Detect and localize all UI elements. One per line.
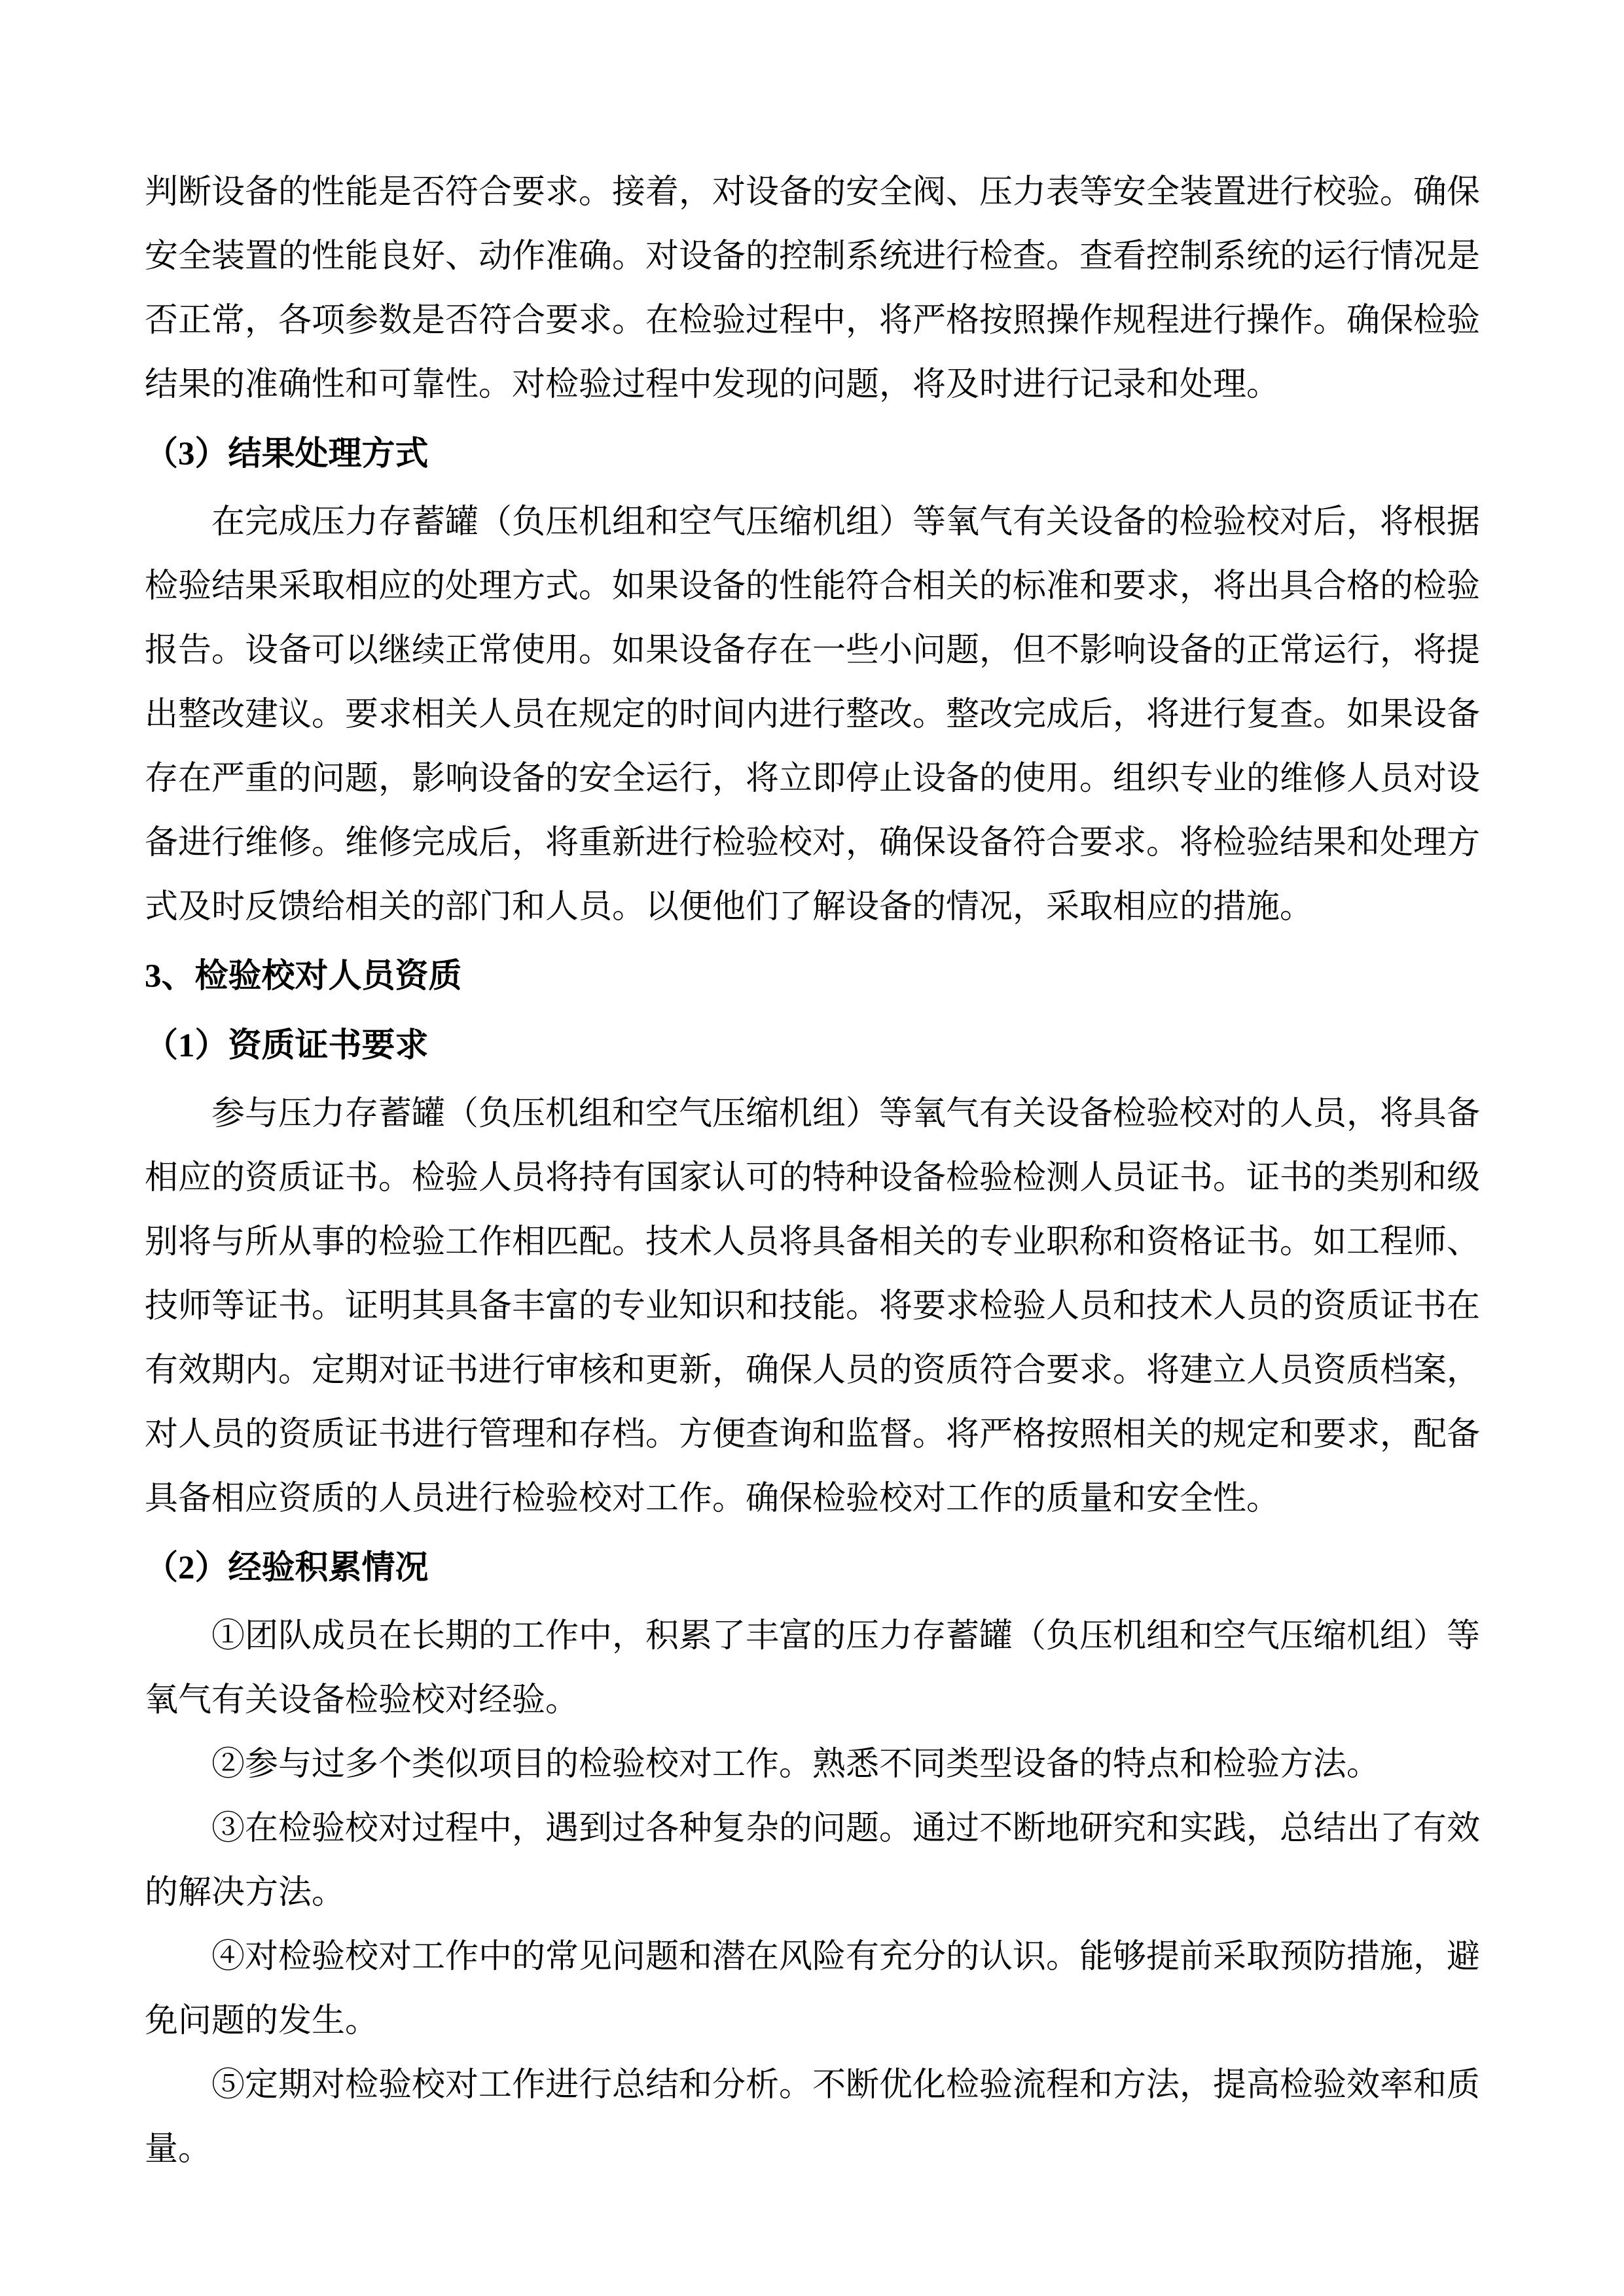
heading-result-handling: （3）结果处理方式 [145, 436, 429, 473]
heading-experience-accumulation: （2）经验积累情况 [145, 1550, 429, 1587]
heading-personnel-qualification: 3、检验校对人员资质 [145, 958, 462, 995]
list-item-experience-4: ④对检验校对工作中的常见问题和潜在风险有充分的认识。能够提前采取预防措施，避免问题的发生。 [145, 1939, 1481, 2039]
list-item-experience-5: ⑤定期对检验校对工作进行总结和分析。不断优化检验流程和方法，提高检验效率和质量。 [145, 2067, 1481, 2168]
list-item-experience-3: ③在检验校对过程中，遇到过各种复杂的问题。通过不断地研究和实践，总结出了有效的解决方法。 [145, 1810, 1481, 1911]
list-item-experience-1: ①团队成员在长期的工作中，积累了丰富的压力存蓄罐（负压机组和空气压缩机组）等氧气有关设备检验校对经验。 [145, 1618, 1481, 1719]
heading-certificate-requirements: （1）资质证书要求 [145, 1028, 429, 1064]
list-item-experience-2: ②参与过多个类似项目的检验校对工作。熟悉不同类型设备的特点和检验方法。 [211, 1746, 1380, 1783]
body-paragraph-inspection-process: 判断设备的性能是否符合要求。接着，对设备的安全阀、压力表等安全装置进行校验。确保安全装置的性能良好、动作准确。对设备的控制系统进行检查。查看控制系统的运行情况是否正常，各项参数是否符合要求。在检验过程中，将严格按照操作规程进行操作。确保检验结果的准确性和可靠性。对检验过程中发现的问题，将及时进行记录和处理。 [145, 174, 1481, 403]
body-paragraph-result-handling: 在完成压力存蓄罐（负压机组和空气压缩机组）等氧气有关设备的检验校对后，将根据检验结果采取相应的处理方式。如果设备的性能符合相关的标准和要求，将出具合格的检验报告。设备可以继续正常使用。如果设备存在一些小问题，但不影响设备的正常运行，将提出整改建议。要求相关人员在规定的时间内进行整改。整改完成后，将进行复查。如果设备存在严重的问题，影响设备的安全运行，将立即停止设备的使用。组织专业的维修人员对设备进行维修。维修完成后，将重新进行检验校对，确保设备符合要求。将检验结果和处理方式及时反馈给相关的部门和人员。以便他们了解设备的情况，采取相应的措施。 [145, 504, 1481, 925]
body-paragraph-certificate-requirements: 参与压力存蓄罐（负压机组和空气压缩机组）等氧气有关设备检验校对的人员，将具备相应的资质证书。检验人员将持有国家认可的特种设备检验检测人员证书。证书的类别和级别将与所从事的检验工作相匹配。技术人员将具备相关的专业职称和资格证书。如工程师、技师等证书。证明其具备丰富的专业知识和技能。将要求检验人员和技术人员的资质证书在有效期内。定期对证书进行审核和更新，确保人员的资质符合要求。将建立人员资质档案，对人员的资质证书进行管理和存档。方便查询和监督。将严格按照相关的规定和要求，配备具备相应资质的人员进行检验校对工作。确保检验校对工作的质量和安全性。 [145, 1096, 1481, 1517]
